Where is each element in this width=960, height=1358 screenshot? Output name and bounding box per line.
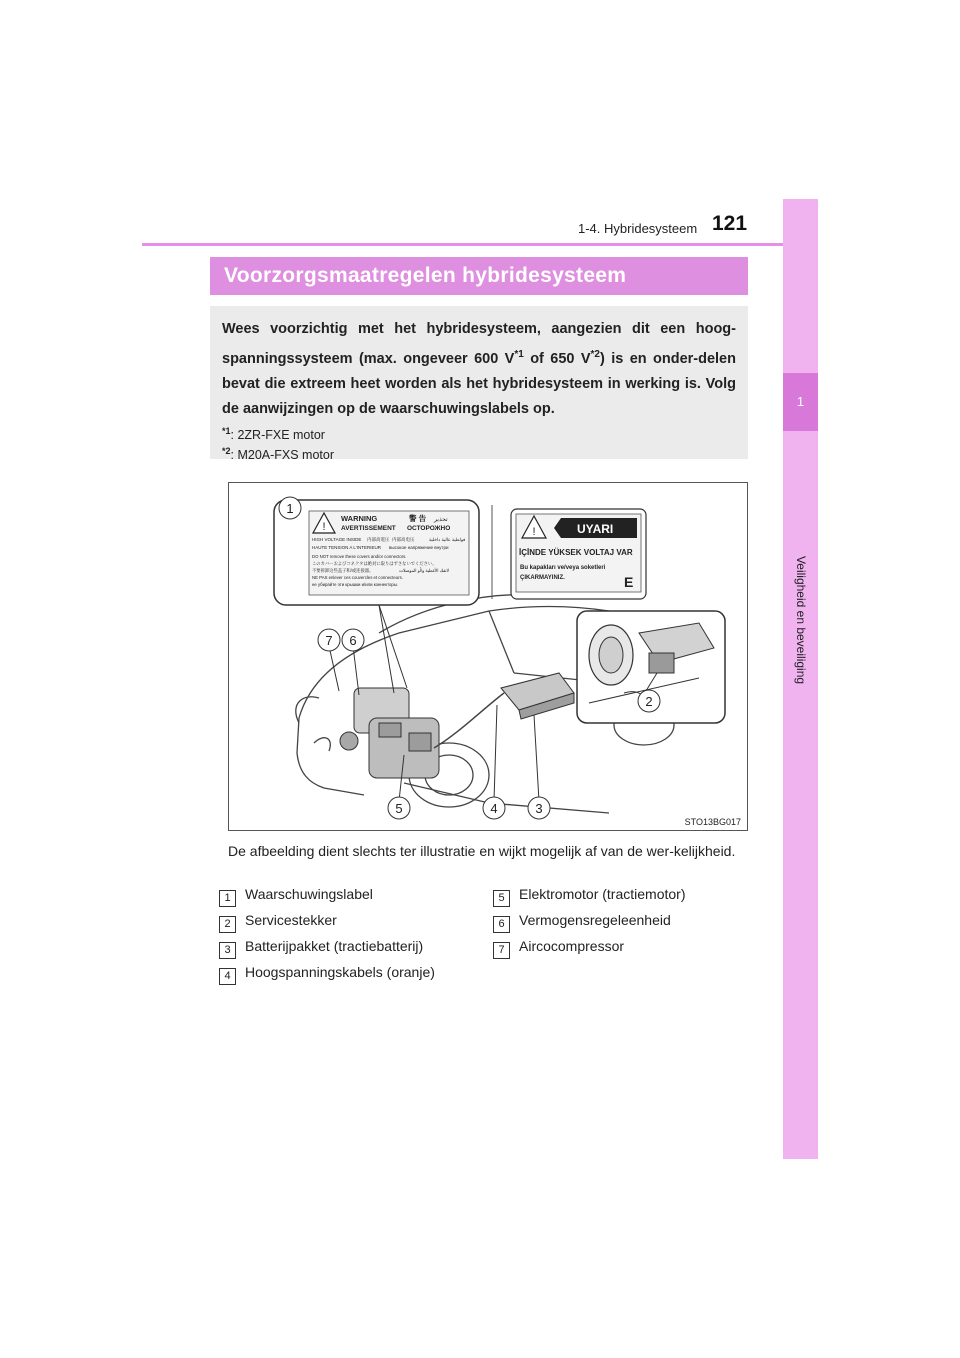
svg-text:ОСТОРОЖНО: ОСТОРОЖНО (407, 525, 451, 532)
legend-number: 4 (219, 968, 236, 985)
svg-text:UYARI: UYARI (577, 522, 614, 536)
side-tab-label: Veiligheid en beveiliging (794, 555, 808, 685)
svg-text:このカバーおよびコネクタは絶対に取りはずさないでください。: このカバーおよびコネクタは絶対に取りはずさないでください。 (312, 561, 437, 566)
svg-text:5: 5 (395, 801, 403, 816)
svg-text:İÇİNDE YÜKSEK VOLTAJ VAR: İÇİNDE YÜKSEK VOLTAJ VAR (519, 548, 633, 557)
svg-text:فولطية عالية داخلية: فولطية عالية داخلية (429, 537, 466, 542)
svg-text:Bu kapakları ve/veya soketleri: Bu kapakları ve/veya soketleri (520, 565, 606, 571)
legend-number: 3 (219, 942, 236, 959)
svg-text:内部高电压: 内部高电压 (392, 537, 415, 542)
legend-item: 5 Elektromotor (tractiemotor) (493, 886, 685, 907)
hv-cable (434, 693, 504, 748)
info-text: Wees voorzichtig met het hybridesysteem, aangezien dit een hoog-spanningssysteem (max. ongeveer 600 $V^{*1}$ of 650 $V^{*2}$) is en onder-delen bevat die extreem heet worden als het hybridesysteem in werking is. Volg de aanwijzingen op de waarschuwingslabels op. (222, 321, 736, 417)
footnote-2: $^{*2}$: M20A-FXS motor (222, 445, 335, 463)
svg-text:DO NOT remove these covers and: DO NOT remove these covers and/or connectors. (312, 554, 407, 559)
legend-item: 6 Vermogensregeleenheid (493, 912, 671, 933)
hybrid-system-illustration (228, 482, 748, 831)
footnote-ref-1: *1 (514, 349, 524, 360)
engine-components (340, 688, 439, 778)
svg-text:не убирайте эти крышки и/или к: не убирайте эти крышки и/или коннекторы. (312, 582, 399, 587)
svg-text:HAUTE TENSION A L'INTERIEUR: HAUTE TENSION A L'INTERIEUR (312, 545, 382, 550)
legend-number: 7 (493, 942, 510, 959)
svg-text:2: 2 (645, 694, 653, 709)
svg-text:تحذير: تحذير (434, 517, 448, 523)
warning-label-right (511, 509, 646, 599)
svg-text:1: 1 (286, 501, 294, 516)
section-heading: Voorzorgsmaatregelen hybridesysteem (210, 257, 748, 295)
footnote-1: $^{*1}$: 2ZR-FXE motor (222, 425, 325, 442)
svg-text:WARNING: WARNING (341, 514, 378, 523)
info-box (210, 306, 748, 463)
svg-text:6: 6 (349, 633, 357, 648)
svg-text:不要拆卸这些盖子和/或连接器。: 不要拆卸这些盖子和/或连接器。 (312, 568, 374, 573)
legend-item: 7 Aircocompressor (493, 938, 624, 959)
svg-text:!: ! (532, 526, 536, 538)
svg-text:7: 7 (325, 633, 333, 648)
svg-text:AVERTISSEMENT: AVERTISSEMENT (341, 525, 396, 532)
figure-caption: De afbeelding dient slechts ter illustratie en wijkt mogelijk af van de wer-kelijkheid. (228, 843, 736, 859)
warning-label-left (274, 500, 479, 693)
legend-number: 5 (493, 890, 510, 907)
svg-text:высокое напряжение внутри: высокое напряжение внутри (389, 545, 449, 550)
svg-text:ÇIKARMAYINIZ.: ÇIKARMAYINIZ. (520, 575, 565, 581)
svg-text:HIGH VOLTAGE INSIDE: HIGH VOLTAGE INSIDE (312, 537, 362, 542)
section-title: 1-4. Hybridesysteem (578, 221, 698, 236)
page-number: 121 (712, 212, 748, 235)
svg-text:内部高電圧: 内部高電圧 (367, 537, 390, 542)
figure-code: STO13BG017 (684, 817, 741, 827)
legend-number: 2 (219, 916, 236, 933)
legend-number: 1 (219, 890, 236, 907)
legend-item: 1 Waarschuwingslabel (219, 886, 373, 907)
svg-text:4: 4 (490, 801, 498, 816)
svg-text:NE PAS enlever ces couvercles: NE PAS enlever ces couvercles et connecteurs. (312, 575, 403, 580)
svg-text:لاتفك الأغطية و/أو الموصلات: لاتفك الأغطية و/أو الموصلات (399, 568, 450, 573)
svg-text:警 告: 警 告 (409, 514, 427, 523)
header-divider (142, 243, 818, 246)
legend-item: 3 Batterijpakket (tractiebatterij) (219, 938, 423, 959)
legend-item: 4 Hoogspanningskabels (oranje) (219, 964, 435, 985)
svg-text:3: 3 (535, 801, 543, 816)
side-tab-number: 1 (783, 373, 818, 431)
legend-item: 2 Servicestekker (219, 912, 337, 933)
footnote-ref-2: *2 (590, 349, 600, 360)
svg-text:!: ! (322, 521, 326, 533)
svg-text:E: E (624, 574, 634, 590)
car-diagram (229, 483, 749, 832)
legend-number: 6 (493, 916, 510, 933)
battery-pack (501, 673, 574, 719)
